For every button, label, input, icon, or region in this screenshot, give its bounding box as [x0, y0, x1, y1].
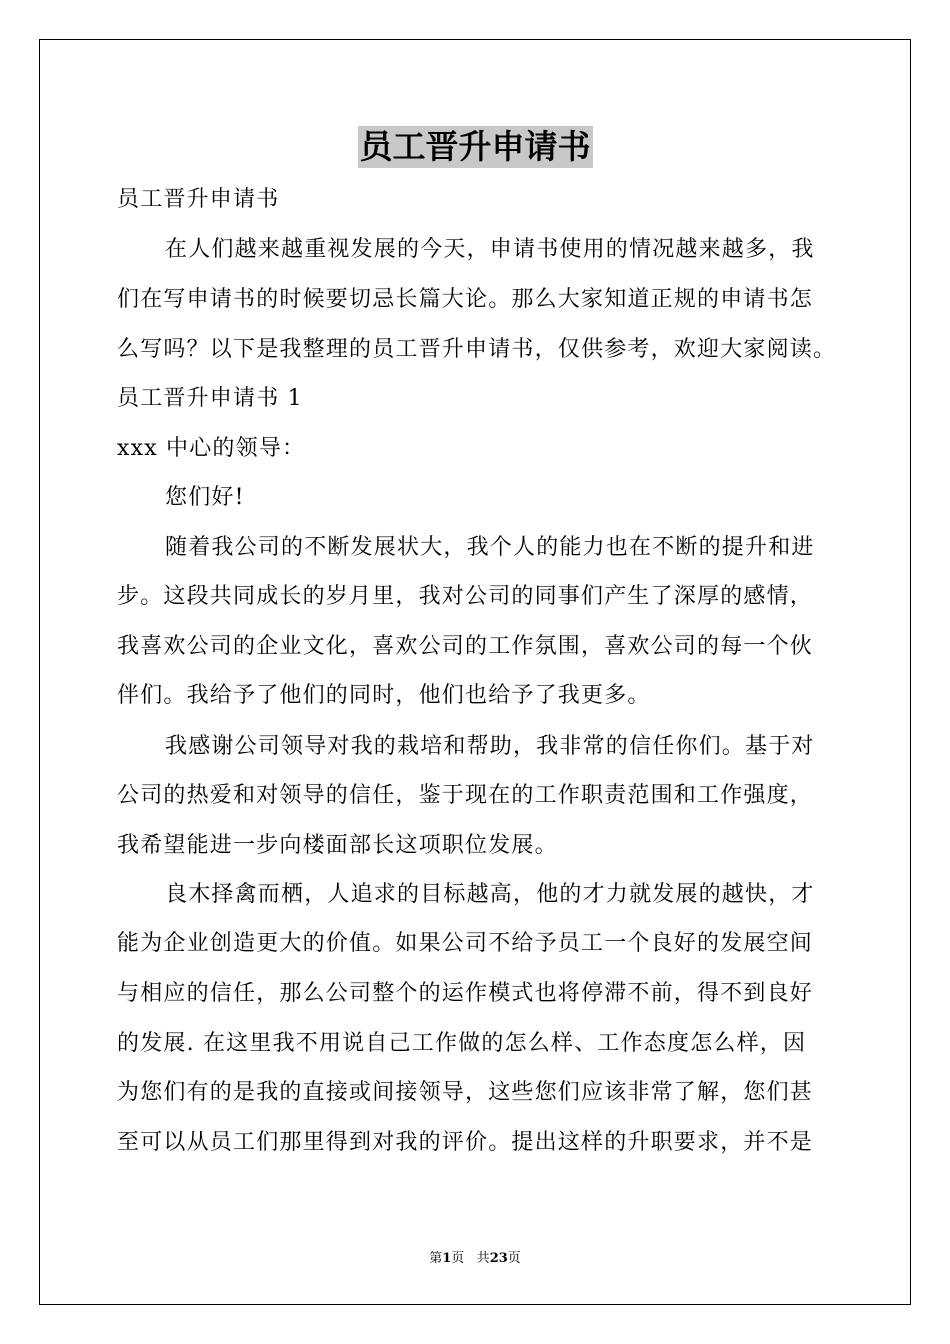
section-heading: 员工晋升申请书 1 — [117, 386, 303, 411]
paragraph-line: 伴们。我给予了他们的同时，他们也给予了我更多。 — [117, 683, 651, 708]
total-prefix: 共 — [476, 1251, 490, 1266]
page-footer — [0, 1247, 950, 1266]
total-suffix: 页 — [507, 1251, 521, 1266]
paragraph-line: 么写吗？以下是我整理的员工晋升申请书，仅供参考，欢迎大家阅读。 — [117, 337, 837, 362]
paragraph-line: 们在写申请书的时候要切忌长篇大论。那么大家知道正规的申请书怎 — [117, 287, 814, 312]
paragraph-line: 的发展. 在这里我不用说自己工作做的怎么样、工作态度怎么样，因 — [117, 1031, 807, 1056]
page-prefix: 第 — [429, 1251, 443, 1266]
paragraph-line: 与相应的信任，那么公司整个的运作模式也将停滞不前，得不到良好 — [117, 981, 814, 1006]
page-border — [39, 39, 911, 1305]
salutation: xxx 中心的领导： — [117, 436, 306, 461]
paragraph-line: 在人们越来越重视发展的今天，申请书使用的情况越来越多，我 — [165, 237, 815, 262]
page-suffix: 页 — [451, 1251, 465, 1266]
paragraph-line: 步。这段共同成长的岁月里，我对公司的同事们产生了深厚的感情， — [117, 584, 814, 609]
title-wrap — [0, 126, 950, 168]
paragraph-line: 良木择禽而栖，人追求的目标越高，他的才力就发展的越快，才 — [165, 882, 815, 907]
document-title: 员工晋升申请书 — [359, 127, 591, 166]
paragraph-line: 我感谢公司领导对我的栽培和帮助，我非常的信任你们。基于对 — [165, 734, 815, 759]
paragraph-line: 公司的热爱和对领导的信任，鉴于现在的工作职责范围和工作强度， — [117, 783, 814, 808]
paragraph-line: 至可以从员工们那里得到对我的评价。提出这样的升职要求，并不是 — [117, 1130, 814, 1155]
paragraph-line: 能为企业创造更大的价值。如果公司不给予员工一个良好的发展空间 — [117, 931, 814, 956]
paragraph-line: 我希望能进一步向楼面部长这项职位发展。 — [117, 833, 558, 858]
greeting: 您们好! — [165, 485, 245, 510]
paragraph-line: 我喜欢公司的企业文化，喜欢公司的工作氛围，喜欢公司的每一个伙 — [117, 634, 814, 659]
paragraph-line: 随着我公司的不断发展状大，我个人的能力也在不断的提升和进 — [165, 535, 815, 560]
page-number: 1 — [442, 1251, 452, 1266]
subtitle-line: 员工晋升申请书 — [117, 187, 280, 212]
total-pages: 23 — [489, 1251, 508, 1266]
paragraph-line: 为您们有的是我的直接或间接领导，这些您们应该非常了解，您们甚 — [117, 1080, 814, 1105]
